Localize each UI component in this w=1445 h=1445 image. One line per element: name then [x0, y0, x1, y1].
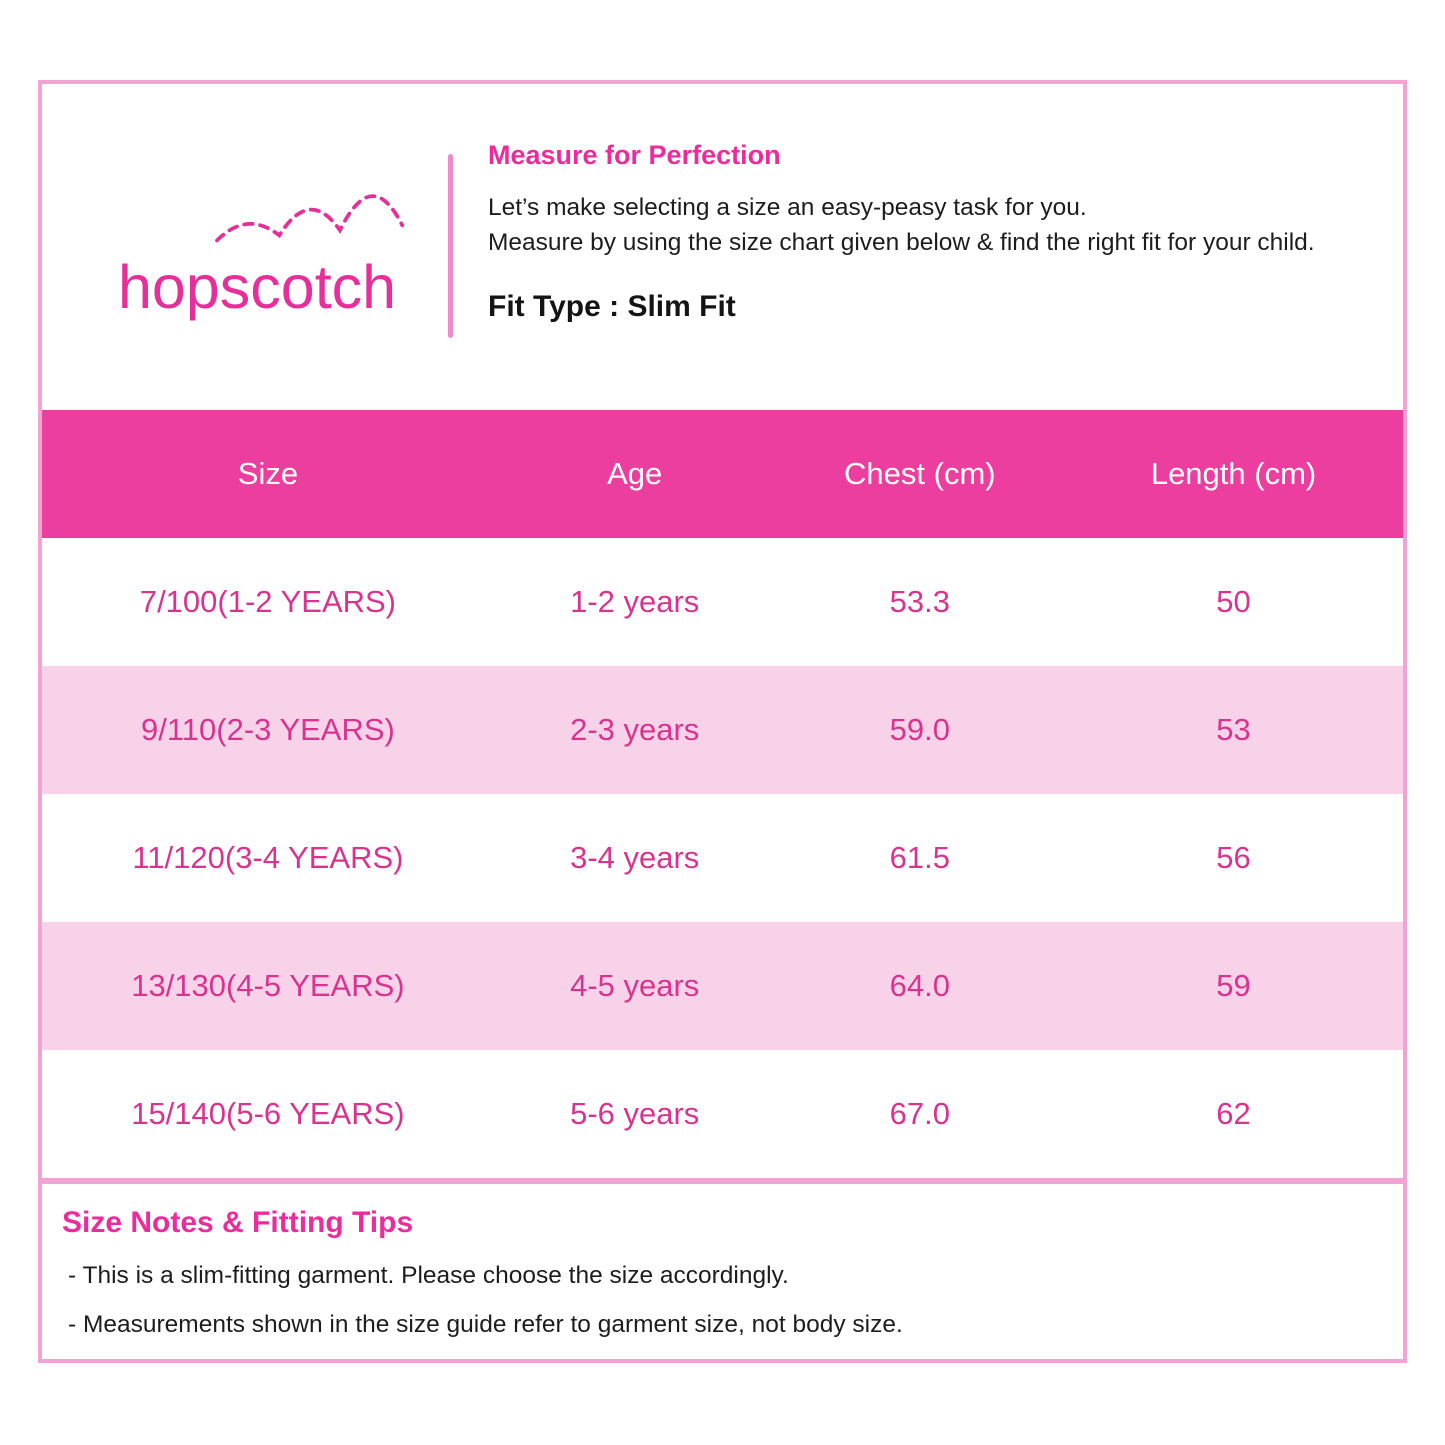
table-cell-chest: 59.0 [889, 712, 950, 747]
table-cell-chest: 67.0 [889, 1096, 950, 1131]
note-item: - Measurements shown in the size guide refer to garment size, not body size. [68, 1311, 903, 1338]
note-item: - This is a slim-fitting garment. Please choose the size accordingly. [68, 1262, 789, 1289]
table-row [42, 1050, 1403, 1178]
intro-block [488, 140, 1393, 324]
intro-line-1: Let’s make selecting a size an easy-peasy task for you. [488, 194, 1087, 221]
table-cell-age: 3-4 years [570, 840, 700, 875]
horizontal-divider [38, 1178, 1407, 1184]
table-header-cell-age: Age [607, 456, 663, 491]
table-row [42, 922, 1403, 1050]
fit-type-label: Fit Type : Slim Fit [488, 290, 736, 324]
table-cell-length: 62 [1216, 1096, 1251, 1131]
table-cell-size: 11/120(3-4 YEARS) [132, 840, 404, 875]
table-cell-size: 13/130(4-5 YEARS) [131, 968, 405, 1003]
table-row [42, 794, 1403, 922]
table-cell-age: 2-3 years [570, 712, 700, 747]
notes-title: Size Notes & Fitting Tips [62, 1206, 414, 1239]
table-header-cell-size: Size [237, 456, 299, 491]
bounce-path-icon [184, 168, 442, 248]
table-cell-length: 59 [1216, 968, 1251, 1003]
table-cell-age: 1-2 years [570, 584, 700, 619]
table-cell-length: 56 [1216, 840, 1251, 875]
table-cell-chest: 53.3 [889, 584, 950, 619]
intro-line-2: Measure by using the size chart given below & find the right fit for your child. [488, 229, 1315, 257]
vertical-divider [448, 154, 453, 338]
table-cell-length: 50 [1216, 584, 1251, 619]
table-cell-chest: 64.0 [889, 968, 950, 1003]
table-row [42, 538, 1403, 666]
table-cell-size: 7/100(1-2 YEARS) [139, 584, 397, 619]
table-cell-age: 4-5 years [570, 968, 700, 1003]
size-notes-section [62, 1206, 1392, 1360]
table-row [42, 666, 1403, 794]
table-header-cell-length: Length (cm) [1150, 456, 1317, 491]
table-cell-size: 9/110(2-3 YEARS) [140, 712, 395, 747]
table-cell-length: 53 [1216, 712, 1251, 747]
table-header-row [42, 410, 1403, 538]
table-cell-age: 5-6 years [570, 1096, 700, 1131]
table-cell-size: 15/140(5-6 YEARS) [131, 1096, 405, 1131]
size-chart-card [38, 80, 1407, 1363]
hopscotch-logo [118, 170, 458, 324]
section-title: Measure for Perfection [488, 140, 781, 170]
size-table [42, 410, 1403, 1178]
table-cell-chest: 61.5 [889, 840, 950, 875]
logo-wordmark: hopscotch [118, 253, 397, 321]
table-header-cell-chest: Chest (cm) [844, 456, 996, 491]
